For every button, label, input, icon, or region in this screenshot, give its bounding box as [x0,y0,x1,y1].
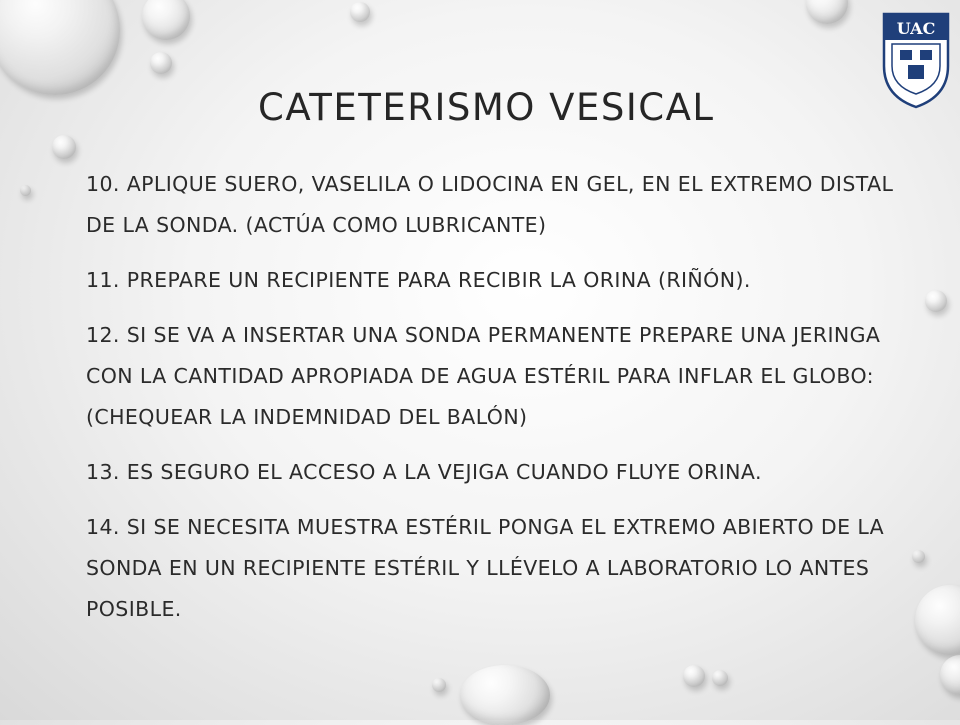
slide-body [86,164,901,644]
water-drop-decoration [150,52,172,74]
university-logo [878,10,954,110]
slide-title: CATETERISMO VESICAL [258,86,715,129]
water-drop-decoration [806,0,848,24]
water-drop-decoration [350,2,370,22]
water-drop-decoration [915,585,960,655]
water-drop-decoration [712,670,728,686]
logo-acronym: UAC [896,19,936,38]
water-drop-decoration [912,550,925,563]
step-13-text: 13. ES SEGURO EL ACCESO A LA VEJIGA CUANDO FLUYE ORINA. [86,460,762,484]
water-drop-decoration [0,0,120,95]
water-drop-decoration [460,665,550,725]
step-12-text: 12. SI SE VA A INSERTAR UNA SONDA PERMANENTE PREPARE UNA JERINGA CON LA CANTIDAD APROPIADA DE AGUA ESTÉRIL PARA INFLAR EL GLOBO: (CHEQUEAR LA INDEMNIDAD DEL BALÓN) [86,323,881,429]
step-14-text: 14. SI SE NECESITA MUESTRA ESTÉRIL PONGA EL EXTREMO ABIERTO DE LA SONDA EN UN RECIPIENTE ESTÉRIL Y LLÉVELO A LABORATORIO LO ANTES POSIBLE. [86,515,885,621]
water-drop-decoration [432,678,446,692]
water-drop-decoration [20,185,31,196]
step-11-text: 11. PREPARE UN RECIPIENTE PARA RECIBIR LA ORINA (RIÑÓN). [86,268,751,292]
water-drop-decoration [683,665,705,687]
water-drop-decoration [925,290,947,312]
step-10-text: 10. APLIQUE SUERO, VASELILA O LIDOCINA EN GEL, EN EL EXTREMO DISTAL DE LA SONDA. (ACTÚA COMO LUBRICANTE) [86,172,894,237]
water-drop-decoration [940,655,960,695]
water-drop-decoration [142,0,190,40]
water-drop-decoration [52,135,76,159]
